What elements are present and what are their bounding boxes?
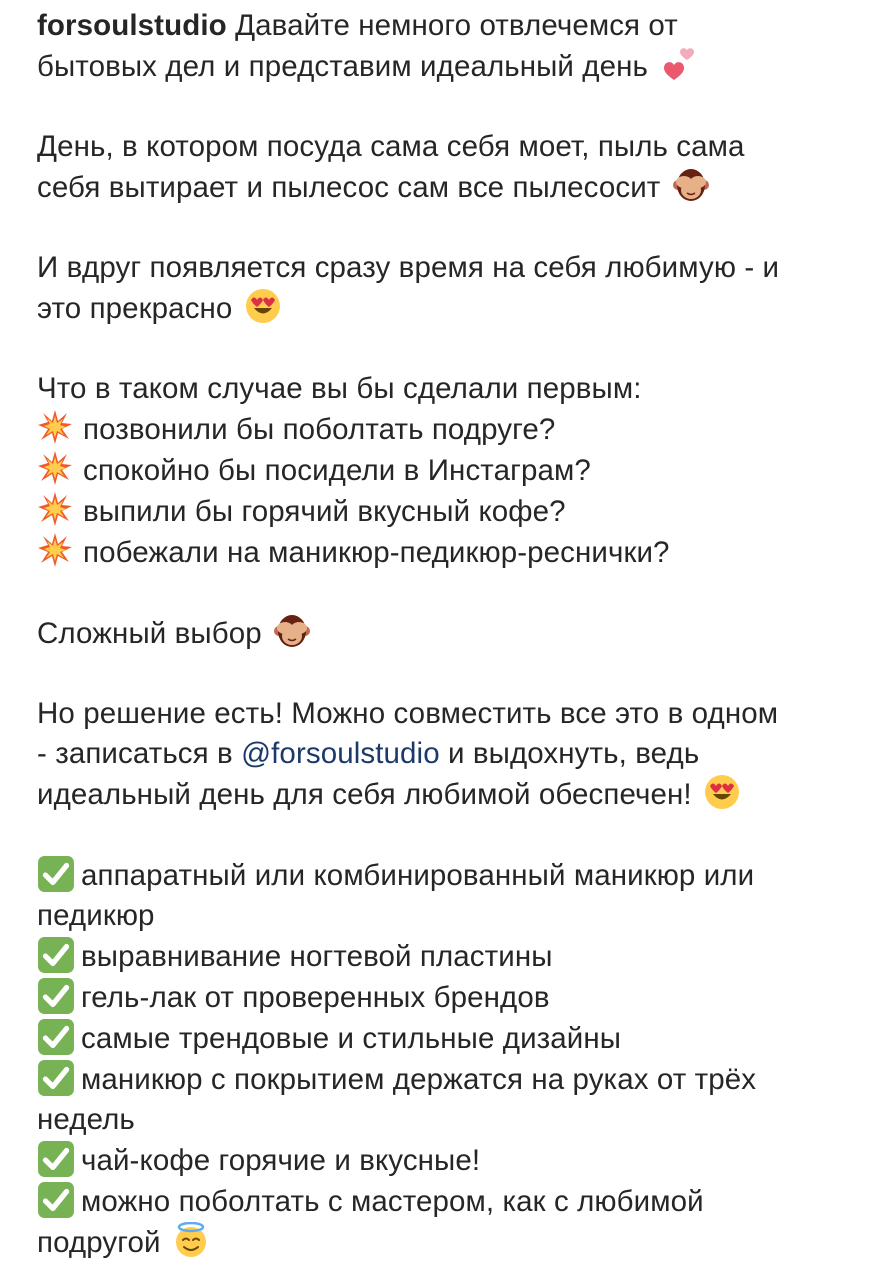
option-label: позвонили бы поболтать подруге? xyxy=(83,413,556,446)
collision-icon xyxy=(37,409,73,445)
paragraph-text: и выдохнуть, ведь xyxy=(439,737,700,770)
check-mark-button-icon xyxy=(37,1059,75,1097)
paragraph-text: И вдруг появляется сразу время на себя любимую - и xyxy=(37,251,780,284)
check-mark-button-icon xyxy=(37,1018,75,1056)
caption-line xyxy=(37,167,867,208)
caption-line xyxy=(37,774,867,815)
check-mark-button-icon xyxy=(37,977,75,1015)
collision-icon xyxy=(37,491,73,527)
see-no-evil-monkey-icon xyxy=(274,613,310,649)
heart-eyes-icon xyxy=(704,774,740,810)
paragraph-text: Но решение есть! Можно совместить все это в одном xyxy=(37,697,779,730)
check-mark-button-icon xyxy=(37,855,75,893)
caption-line xyxy=(37,6,867,46)
option-item xyxy=(37,409,867,450)
benefit-label: аппаратный или комбинированный маникюр или xyxy=(81,859,755,892)
intro-text: Давайте немного отвлечемся от xyxy=(235,9,678,42)
benefit-continuation: недель xyxy=(37,1103,135,1136)
benefit-label: гель-лак от проверенных брендов xyxy=(81,981,550,1014)
benefit-label: можно поболтать с мастером, как с любимой xyxy=(81,1185,704,1218)
heart-eyes-icon xyxy=(245,288,281,324)
option-label: побежали на маникюр-педикюр-реснички? xyxy=(83,536,670,569)
paragraph-text: идеальный день для себя любимой обеспечен! xyxy=(37,778,692,811)
benefit-label: маникюр с покрытием держатся на руках от трёх xyxy=(81,1063,757,1096)
paragraph-text: это прекрасно xyxy=(37,292,233,325)
check-mark-button-icon xyxy=(37,1140,75,1178)
paragraph-text: День, в котором посуда сама себя моет, пыль сама xyxy=(37,130,745,163)
collision-icon xyxy=(37,450,73,486)
caption-line xyxy=(37,734,867,774)
mention-link[interactable]: @forsoulstudio xyxy=(241,737,440,770)
benefit-item xyxy=(37,1059,867,1100)
option-item xyxy=(37,450,867,491)
paragraph-text: Сложный выбор xyxy=(37,617,262,650)
option-label: выпили бы горячий вкусный кофе? xyxy=(83,495,566,528)
check-mark-button-icon xyxy=(37,1181,75,1219)
benefit-item xyxy=(37,855,867,896)
caption-line xyxy=(37,613,867,654)
benefit-item xyxy=(37,1018,867,1059)
option-item xyxy=(37,491,867,532)
caption-line xyxy=(37,46,867,87)
see-no-evil-monkey-icon xyxy=(673,167,709,203)
benefit-label: чай-кофе горячие и вкусные! xyxy=(81,1144,481,1177)
caption-line xyxy=(37,288,867,329)
post-caption xyxy=(37,6,867,1263)
paragraph-text: себя вытирает и пылесос сам все пылесосит xyxy=(37,171,661,204)
benefit-continuation: подругой xyxy=(37,1226,161,1259)
intro-text: бытовых дел и представим идеальный день xyxy=(37,50,648,83)
option-label: спокойно бы посидели в Инстаграм? xyxy=(83,454,591,487)
two-hearts-icon xyxy=(660,46,696,82)
benefit-continuation: педикюр xyxy=(37,899,155,932)
caption-line xyxy=(37,248,867,288)
benefit-label: самые трендовые и стильные дизайны xyxy=(81,1022,622,1055)
caption-line xyxy=(37,127,867,167)
benefit-label: выравнивание ногтевой пластины xyxy=(81,940,553,973)
check-mark-button-icon xyxy=(37,936,75,974)
paragraph-text: - записаться в xyxy=(37,737,242,770)
question-text: Что в таком случае вы бы сделали первым: xyxy=(37,372,642,405)
smiling-face-with-halo-icon xyxy=(173,1222,209,1258)
benefit-item xyxy=(37,1140,867,1181)
benefit-item xyxy=(37,1181,867,1222)
option-item xyxy=(37,532,867,573)
collision-icon xyxy=(37,532,73,568)
benefit-item xyxy=(37,977,867,1018)
benefit-item xyxy=(37,936,867,977)
caption-line xyxy=(37,694,867,734)
caption-line xyxy=(37,1222,867,1263)
username-link[interactable]: forsoulstudio xyxy=(37,9,227,42)
